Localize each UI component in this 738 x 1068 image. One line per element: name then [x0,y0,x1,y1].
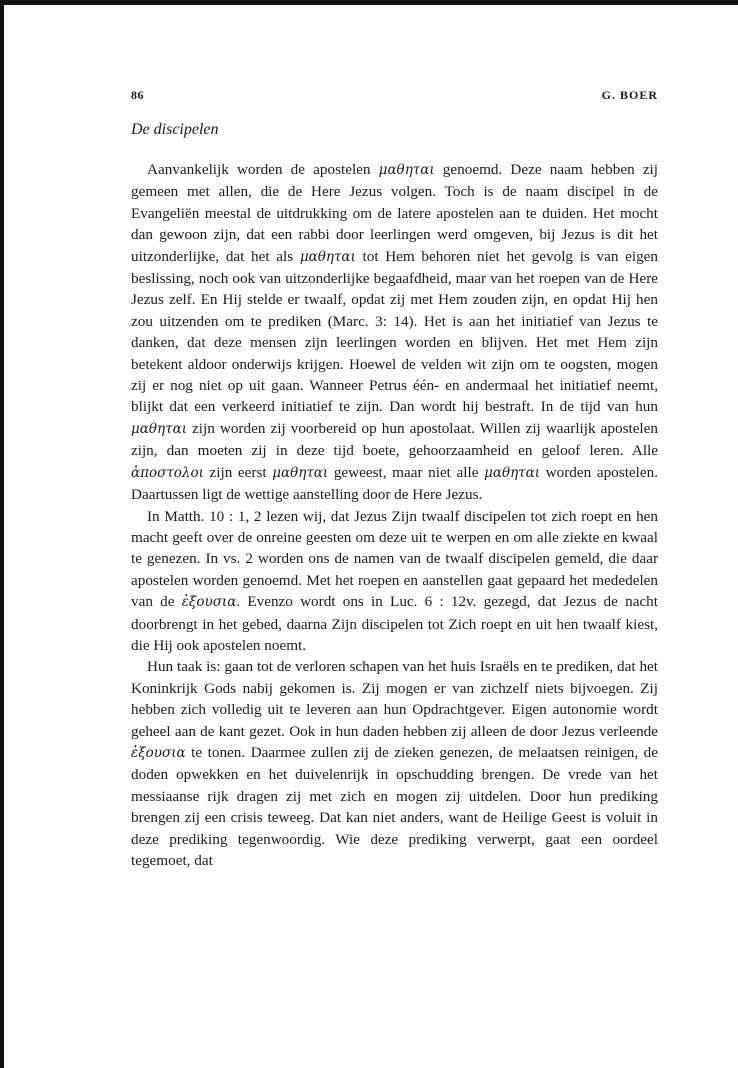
greek-term: μαθηται [299,248,356,265]
greek-term: μαθηται [131,420,187,437]
greek-term: μαθηται [378,162,435,178]
greek-term: μαθηται [272,464,329,481]
page-number: 86 [131,88,144,102]
scan-border-top [0,0,738,5]
body-text [131,159,658,871]
greek-term: ἀποστολοι [131,464,204,481]
greek-term: ἐξουσια [181,594,237,611]
paragraph-2: In Matth. 10 : 1, 2 lezen wij, dat Jezus Zijn twaalf discipelen tot zich roept en hen macht geeft over de onreine geesten om deze uit te werpen en om alle ziekte en kwaal te genezen. In vs. 2 worden ons de namen van de twaalf discipelen gemeld, die daar apostelen worden genoemd. Met het roepen en aanstellen gaat gepaard het mededelen van de ἐξουσια. Evenzo wordt ons in Luc. 6 : 12v. gezegd, dat Jezus de nacht doorbrengt in het gebed, daarna Zijn discipelen tot Zich roept en uit hen twaalf kiest, die Hij ook apostelen noemt. [131,507,658,654]
greek-term: ἐξουσια [131,744,186,761]
paragraph-3: Hun taak is: gaan tot de verloren schapen van het huis Israëls en te prediken, dat het Koninkrijk Gods nabij gekomen is. Zij mogen er van zichzelf niets bijvoegen. Zij hebben zich volledig uit te leveren aan hun Opdrachtgever. Eigen autonomie wordt geheel aan de kant gezet. Ook in hun daden hebben zij alleen de door Jezus verleende ἐξουσια te tonen. Daarmee zullen zij de zieken genezen, de melaatsen reinigen, de doden opwekken en het duivelenrijk in opschudding brengen. De vrede van het messiaanse rijk dragen zij met zich en mogen zij uitdelen. Door hun prediking brengen zij een crisis teweeg. Dat kan niet anders, want de Heilige Geest is voluit in deze prediking tegenwoordig. Wie deze prediking verwerpt, gaat een oordeel tegemoet, dat [131,658,658,869]
scan-border-left [0,0,4,1068]
paragraph-1: Aanvankelijk worden de apostelen μαθηται genoemd. Deze naam hebben zij gemeen met allen, die de Here Jezus volgen. Toch is de naam discipel in de Evangeliën meestal de uitdrukking om de latere apostelen aan te duiden. Het mocht dan gewoon zijn, dat een rabbi door leerlingen werd omgeven, bij Jezus is dit het uitzonderlijke, dat het als μαθηται tot Hem behoren niet het gevolg is van eigen beslissing, noch ook van uitzonderlijke begaafdheid, maar van het roepen van de Here Jezus zelf. En Hij stelde er twaalf, opdat zij met Hem zouden zijn, en opdat Hij hen zou uitzenden om te prediken (Marc. 3: 14). Het is aan het initiatief van Jezus te danken, dat deze mensen zijn leerlingen worden en blijven. Het met Hem zijn betekent aldoor onderwijs krijgen. Hoewel de velden wit zijn om te oogsten, mogen zij er nog niet op uit gaan. Wanneer Petrus één- en andermaal het initiatief neemt, blijkt dat een verkeerd initiatief te zijn. Dan wordt hij bestraft. In de tijd van hun μαθηται zijn worden zij voorbereid op hun apostolaat. Willen zij waarlijk apostelen zijn, dan moeten zij in deze tijd boete, gehoorzaamheid en geloof leren. Alle ἀποστολοι zijn eerst μαθηται geweest, maar niet alle μαθηται worden apostelen. Daartussen ligt de wettige aanstelling door de Here Jezus. [131,161,659,504]
running-head: G. BOER [601,88,658,102]
section-title: De discipelen [131,121,219,138]
greek-term: μαθηται [484,464,541,481]
